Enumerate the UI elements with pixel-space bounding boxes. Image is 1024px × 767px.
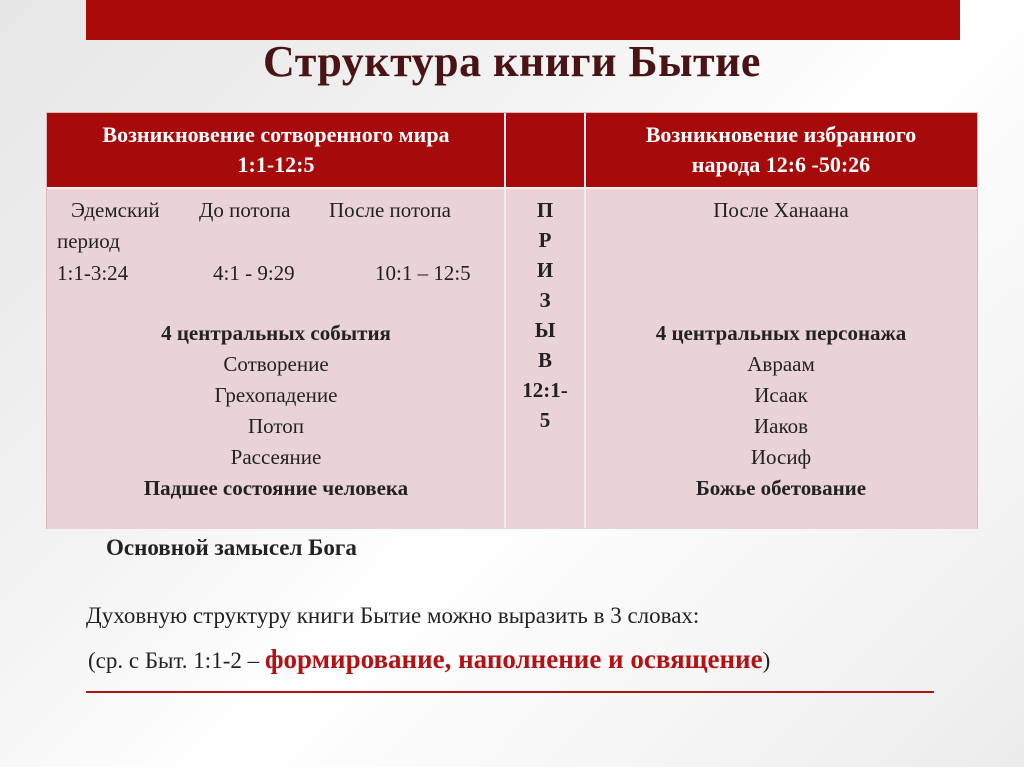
middle-char: Ы xyxy=(534,318,556,342)
events-heading: 4 центральных события xyxy=(161,321,391,345)
main-idea: Основной замысел Бога xyxy=(106,535,357,560)
period-eden: Эдемский xyxy=(71,198,160,222)
period-before-flood: До потопа xyxy=(199,198,291,222)
ref-eden: 1:1-3:24 xyxy=(57,261,129,285)
header-divider xyxy=(47,187,977,189)
person-item: Авраам xyxy=(747,352,815,376)
header-left-line1: Возникновение сотворенного мира xyxy=(102,122,450,147)
compare-suffix: ) xyxy=(762,648,771,673)
top-accent-bar xyxy=(86,0,960,40)
three-words-highlight: формирование, наполнение и освящение xyxy=(264,644,763,674)
persons-summary: Божье обетование xyxy=(695,476,867,500)
event-item: Рассеяние xyxy=(230,445,322,469)
middle-char: З xyxy=(539,288,551,312)
events-summary: Падшее состояние человека xyxy=(143,476,409,500)
compare-line xyxy=(88,644,770,675)
middle-ref: 5 xyxy=(539,408,551,432)
event-item: Грехопадение xyxy=(214,383,338,407)
ref-after-flood: 10:1 – 12:5 xyxy=(375,261,471,285)
ref-before-flood: 4:1 - 9:29 xyxy=(213,261,295,285)
header-right-line2: народа 12:6 -50:26 xyxy=(691,152,871,177)
slide-title: Структура книги Бытие xyxy=(263,37,761,86)
event-item: Потоп xyxy=(247,414,305,438)
bottom-divider xyxy=(86,691,934,693)
person-item: Исаак xyxy=(754,383,808,407)
event-item: Сотворение xyxy=(223,352,329,376)
right-period: После Ханаана xyxy=(713,198,849,222)
structure-table xyxy=(46,112,978,529)
persons-heading: 4 центральных персонажа xyxy=(655,321,907,345)
middle-char: В xyxy=(537,348,552,372)
header-left-line2: 1:1-12:5 xyxy=(237,152,315,177)
header-right xyxy=(585,113,977,188)
spiritual-structure-text: Духовную структуру книги Бытие можно выразить в 3 словах: xyxy=(86,603,700,628)
period-after-flood: После потопа xyxy=(329,198,451,222)
header-middle xyxy=(505,113,585,188)
header-right-line1: Возникновение избранного xyxy=(645,122,917,147)
person-item: Иосиф xyxy=(750,445,812,469)
middle-ref: 12:1- xyxy=(522,378,568,402)
period-word: период xyxy=(57,229,120,253)
middle-char: Р xyxy=(538,228,552,252)
abraham-calling-column xyxy=(505,195,585,435)
middle-char: П xyxy=(536,198,554,222)
person-item: Иаков xyxy=(753,414,809,438)
middle-char: И xyxy=(536,258,554,282)
header-left xyxy=(47,113,505,188)
compare-prefix: (ср. с Быт. 1:1-2 – xyxy=(88,648,260,673)
